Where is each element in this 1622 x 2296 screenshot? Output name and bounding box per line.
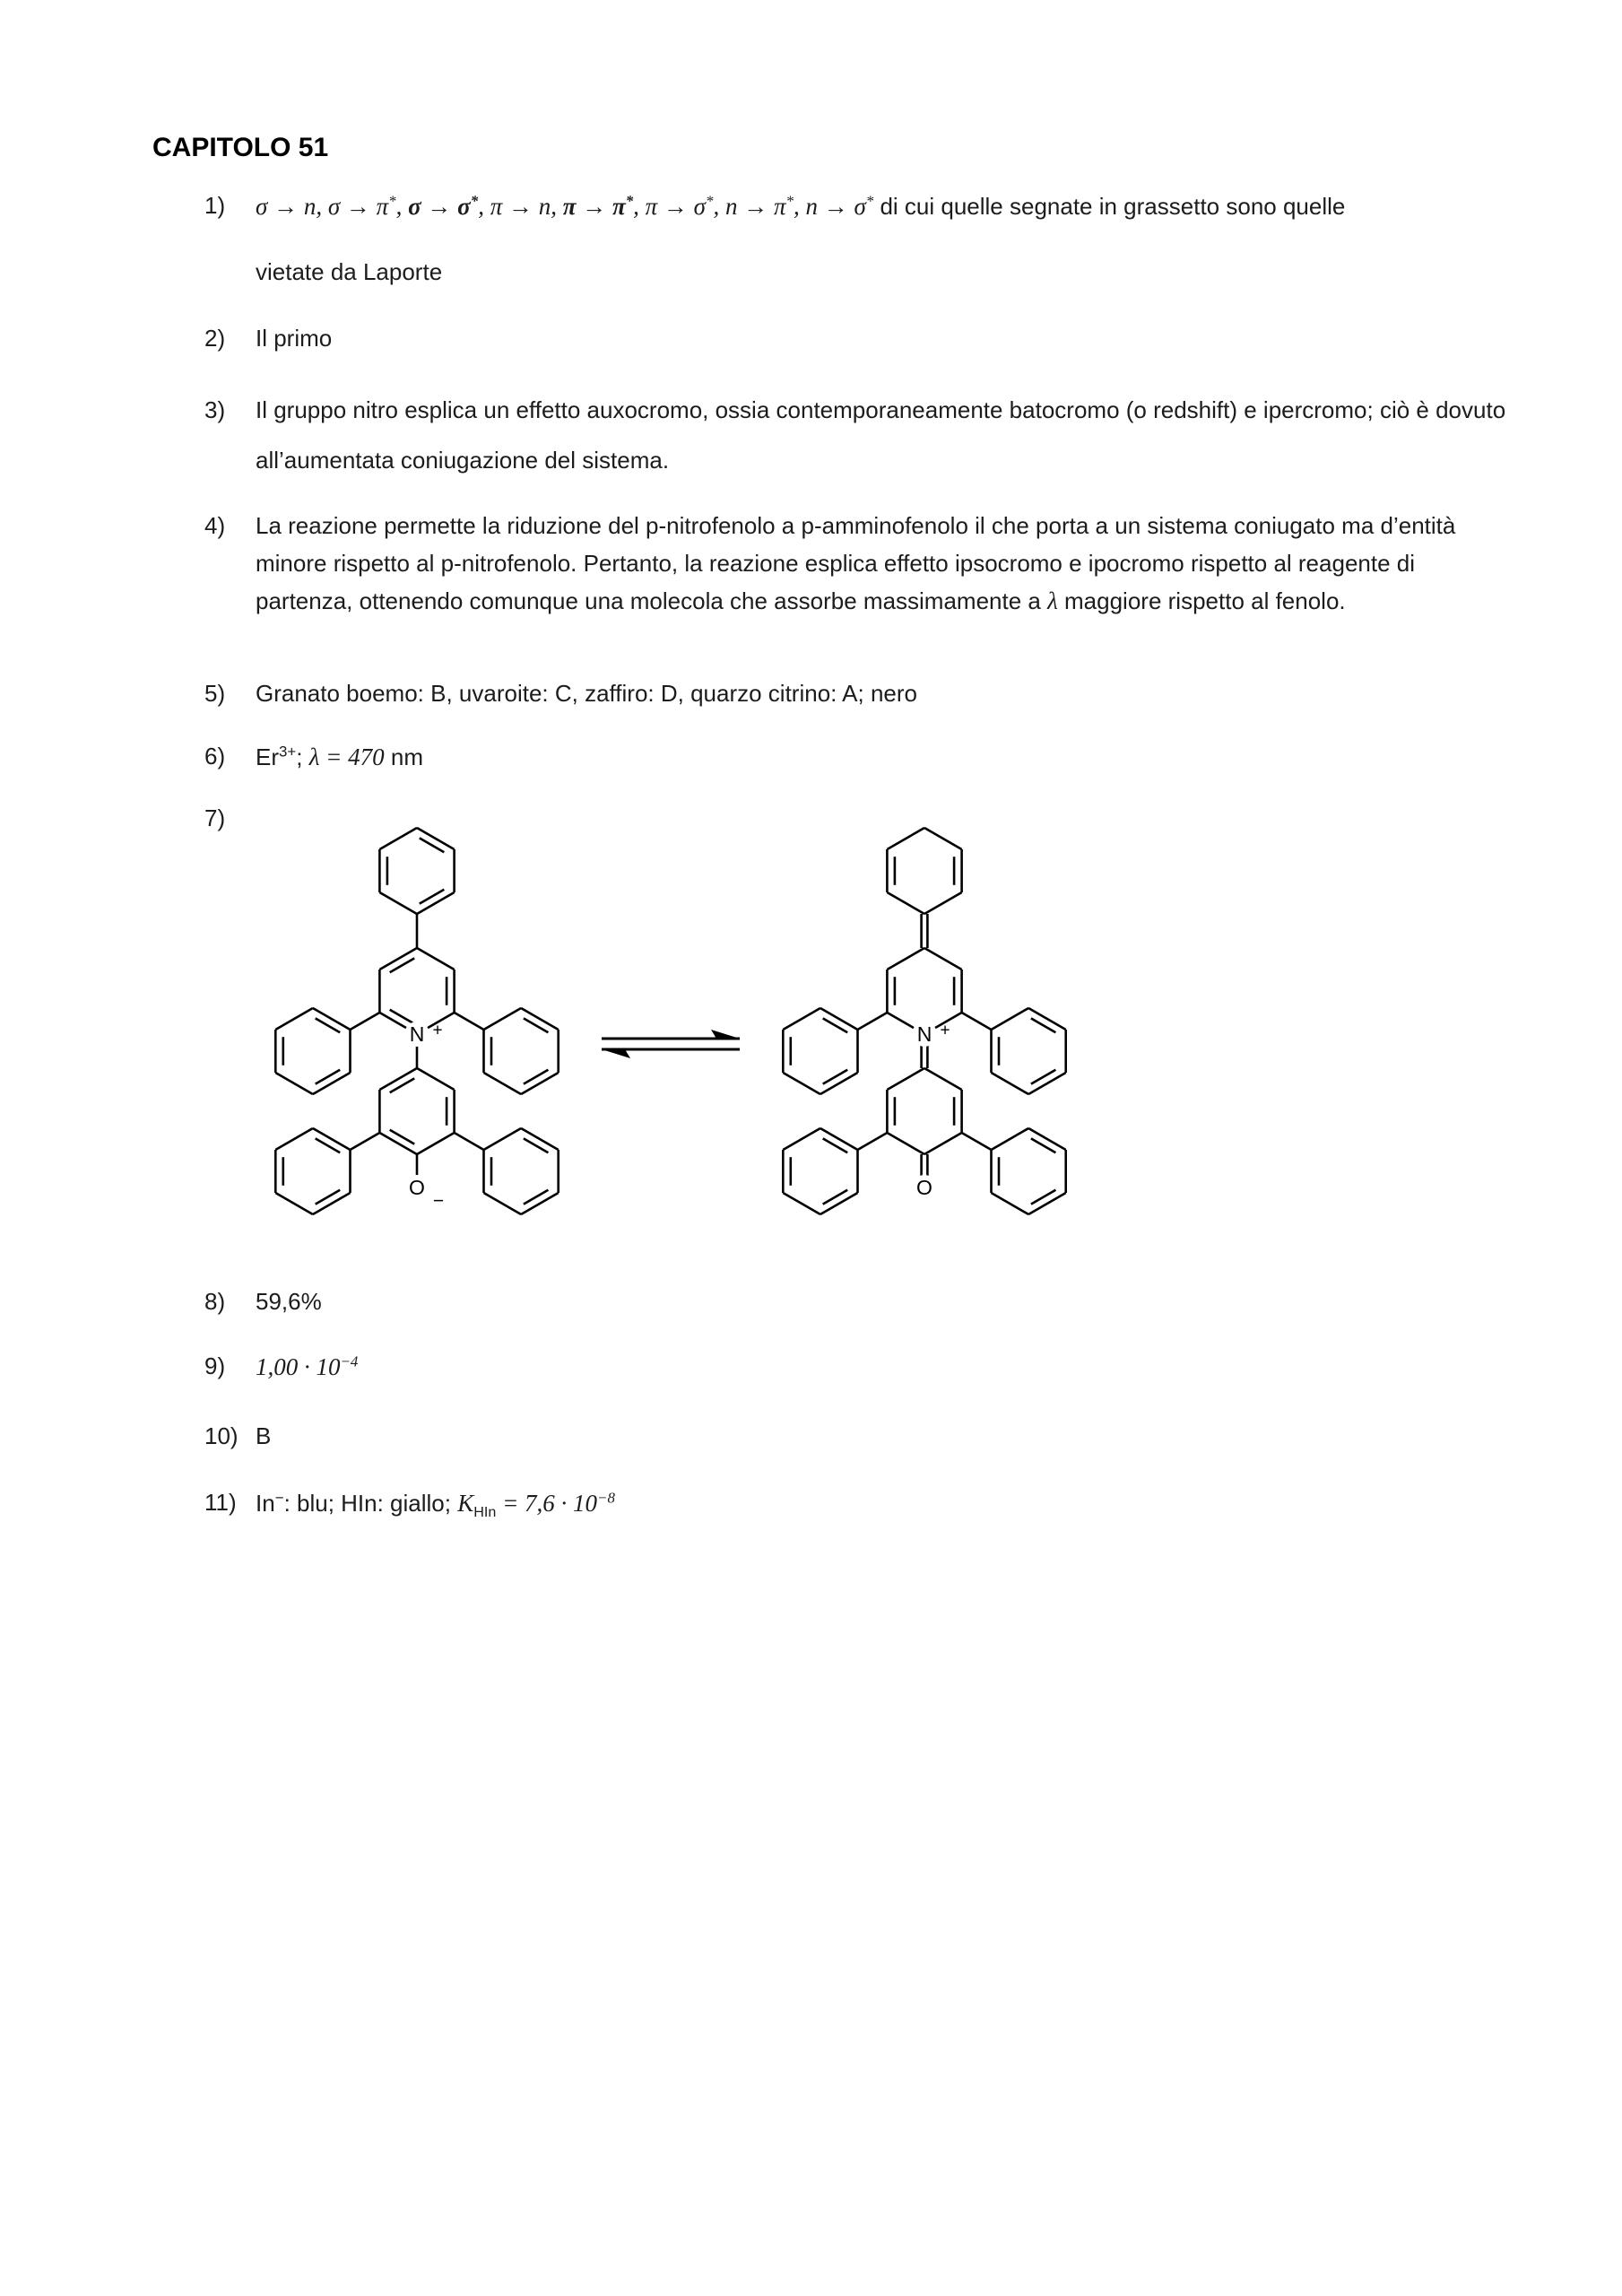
item-text: ; [296, 744, 309, 770]
item-number: 11) [204, 1489, 237, 1516]
item-number: 2) [204, 325, 226, 352]
answer-item-7 [204, 803, 1514, 1229]
exponent-superscript: −8 [597, 1489, 615, 1507]
item-text: Granato boemo: B, uvaroite: C, zaffiro: D, quarzo citrino: A; nero [256, 680, 917, 707]
nitrogen-atom-label: N [916, 1022, 932, 1046]
item-number: 10) [204, 1422, 239, 1449]
math-segment-bold: σ → σ [408, 193, 471, 220]
answer-item-4 [204, 508, 1514, 621]
superscript-star: * [865, 192, 874, 210]
item-text: : blu; HIn: giallo; [283, 1490, 458, 1517]
item-number: 4) [204, 512, 226, 539]
answer-item-3 [204, 386, 1514, 486]
page-title: CAPITOLO 51 [152, 133, 329, 162]
superscript-star: * [388, 192, 396, 210]
element-symbol: Er [256, 744, 279, 770]
math-segment: , n → π [713, 193, 786, 220]
unit-label: nm [384, 744, 423, 770]
item1-line1 [256, 190, 1511, 222]
item-number: 9) [204, 1352, 226, 1379]
molecule-structure-quinoid [763, 812, 1086, 1229]
item-body [256, 803, 1511, 1229]
item-text: Il gruppo nitro esplica un effetto auxocromo, ossia contemporaneamente batocromo (o redshift) e ipercromo; ciò è dovuto all’aumentata coniugazione del sistema. [256, 396, 1506, 474]
plus-charge-label: + [940, 1021, 950, 1040]
equilibrium-arrow-icon [594, 1027, 747, 1063]
charge-superscript: − [274, 1489, 284, 1507]
math-segment: , [395, 193, 409, 220]
answer-item-1 [204, 190, 1514, 289]
lambda-symbol: λ [1047, 587, 1058, 615]
item-text: di cui quelle segnate in grassetto sono quelle [873, 193, 1346, 220]
nitrogen-atom-label: N [409, 1022, 425, 1046]
plus-charge-label: + [432, 1021, 443, 1040]
item-text: 59,6% [256, 1288, 322, 1315]
math-segment: , π → σ [633, 193, 706, 220]
superscript-star: * [470, 192, 479, 210]
answer-item-11 [204, 1487, 1514, 1523]
item-body [256, 508, 1511, 621]
superscript-star: * [785, 192, 794, 210]
answer-item-5 [204, 678, 1514, 709]
math-segment: 7,6 · 10 [525, 1490, 598, 1517]
item1-line2: vietate da Laporte [256, 258, 443, 286]
math-segment-bold: π → π [562, 193, 626, 220]
math-segment: σ → n, σ → π [256, 193, 389, 220]
indicator-symbol: In [256, 1490, 275, 1517]
item-number: 5) [204, 680, 226, 707]
equals-sign: = [496, 1490, 525, 1517]
superscript-star: * [706, 192, 714, 210]
constant-subscript: HIn [473, 1504, 497, 1521]
item-number: 6) [204, 743, 226, 770]
item-text: maggiore rispetto al fenolo. [1057, 587, 1346, 615]
equilibrium-constant-symbol: K [457, 1490, 474, 1517]
oxygen-atom-label: O [916, 1176, 932, 1199]
answer-item-10 [204, 1421, 1514, 1452]
exponent-superscript: −4 [340, 1352, 359, 1370]
answer-item-8 [204, 1286, 1514, 1318]
math-segment: , π → n, [478, 193, 563, 220]
math-segment: 1,00 · 10 [256, 1353, 341, 1380]
molecule-structure-betaine [256, 812, 578, 1229]
answer-item-6 [204, 741, 1514, 773]
charge-superscript: 3+ [279, 743, 297, 761]
item-number: 8) [204, 1288, 226, 1315]
item-text: B [256, 1422, 272, 1449]
item-body [256, 741, 1511, 773]
math-segment: λ = 470 [308, 744, 385, 770]
answer-item-9 [204, 1351, 1514, 1383]
item-text: Il primo [256, 325, 333, 352]
item-body [256, 1487, 1511, 1523]
item-number: 3) [204, 396, 226, 423]
item-body [256, 1351, 1511, 1383]
superscript-star: * [625, 192, 634, 210]
item-text: La reazione permette la riduzione del p-nitrofenolo a p-amminofenolo il che porta a un sistema coniugato ma d’entità minore rispetto al p-nitrofenolo. Pertanto, la reazione esplica effetto ipsocromo e ipocromo rispetto al reagente di partenza, ottenendo comunque una molecola che assorbe massimamente a [256, 512, 1456, 615]
item-number: 7) [204, 804, 226, 831]
minus-charge-label: − [432, 1190, 445, 1212]
answer-item-2 [204, 323, 1514, 354]
chemical-equilibrium-figure [256, 812, 1511, 1229]
oxygen-atom-label: O [409, 1176, 425, 1199]
math-segment: , n → σ [793, 193, 866, 220]
item-number: 1) [204, 192, 226, 219]
item-body [256, 190, 1511, 289]
